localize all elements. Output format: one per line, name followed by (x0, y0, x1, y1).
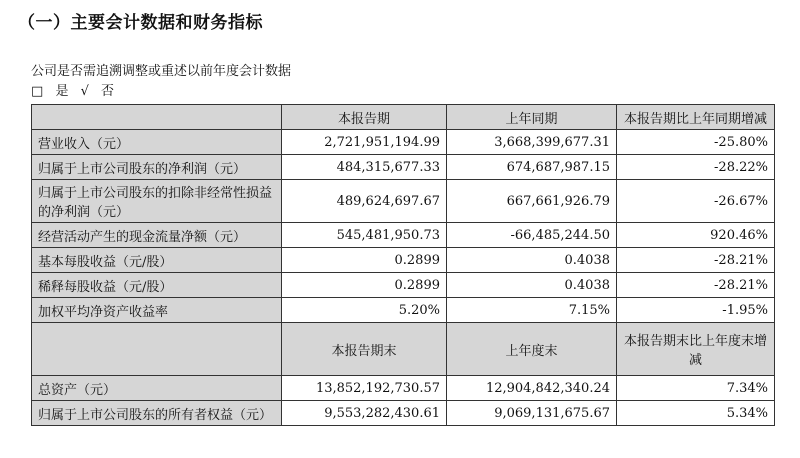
table-cell: -1.95% (617, 298, 775, 323)
table-cell: 13,852,192,730.57 (282, 376, 447, 401)
table-cell: 3,668,399,677.31 (447, 130, 617, 155)
table-cell: 920.46% (617, 223, 775, 248)
table-cell: 9,553,282,430.61 (282, 401, 447, 426)
restatement-choice (31, 80, 122, 99)
header-cell: 本报告期比上年同期增减 (617, 105, 775, 130)
table-cell: 667,661,926.79 (447, 180, 617, 223)
table-row (32, 376, 775, 401)
header-cell: 上年度末 (447, 323, 617, 376)
financial-data-table (31, 104, 775, 426)
table-cell: 5.20% (282, 298, 447, 323)
table-cell: 484,315,677.33 (282, 155, 447, 180)
header-cell: 上年同期 (447, 105, 617, 130)
table-cell: -28.21% (617, 248, 775, 273)
table-row (32, 248, 775, 273)
yes-label: 是 (55, 84, 69, 99)
table-cell: 489,624,697.67 (282, 180, 447, 223)
table-row (32, 155, 775, 180)
table-row (32, 130, 775, 155)
no-label: 否 (101, 84, 115, 99)
header-cell (32, 105, 282, 130)
row-label: 归属于上市公司股东的所有者权益（元） (32, 401, 282, 426)
row-label: 总资产（元） (32, 376, 282, 401)
table-cell: -26.67% (617, 180, 775, 223)
table-cell: 12,904,842,340.24 (447, 376, 617, 401)
row-label: 稀释每股收益（元/股） (32, 273, 282, 298)
row-label: 归属于上市公司股东的扣除非经常性损益的净利润（元） (32, 180, 282, 223)
table-cell: 674,687,987.15 (447, 155, 617, 180)
table-row (32, 298, 775, 323)
row-label: 归属于上市公司股东的净利润（元） (32, 155, 282, 180)
table-cell: 2,721,951,194.99 (282, 130, 447, 155)
table-header-row (32, 323, 775, 376)
table-cell: 9,069,131,675.67 (447, 401, 617, 426)
header-cell: 本报告期 (282, 105, 447, 130)
row-label: 营业收入（元） (32, 130, 282, 155)
table-cell: -66,485,244.50 (447, 223, 617, 248)
row-label: 经营活动产生的现金流量净额（元） (32, 223, 282, 248)
table-cell: -25.80% (617, 130, 775, 155)
table-cell: 0.2899 (282, 248, 447, 273)
header-cell (32, 323, 282, 376)
row-label: 加权平均净资产收益率 (32, 298, 282, 323)
table-row (32, 223, 775, 248)
section-heading: （一）主要会计数据和财务指标 (18, 13, 263, 33)
table-cell: -28.21% (617, 273, 775, 298)
check-mark-icon: √ (80, 84, 89, 99)
table-cell: 7.34% (617, 376, 775, 401)
header-cell: 本报告期末 (282, 323, 447, 376)
table-row (32, 401, 775, 426)
table-cell: 545,481,950.73 (282, 223, 447, 248)
table-cell: -28.22% (617, 155, 775, 180)
table-header-row (32, 105, 775, 130)
table-cell: 0.2899 (282, 273, 447, 298)
table-cell: 7.15% (447, 298, 617, 323)
checkbox-icon: □ (31, 84, 44, 99)
restatement-question: 公司是否需追溯调整或重述以前年度会计数据 (31, 64, 292, 79)
table-row (32, 273, 775, 298)
table-cell: 5.34% (617, 401, 775, 426)
table-row (32, 180, 775, 223)
header-cell: 本报告期末比上年度末增减 (617, 323, 775, 376)
table-cell: 0.4038 (447, 273, 617, 298)
table-cell: 0.4038 (447, 248, 617, 273)
row-label: 基本每股收益（元/股） (32, 248, 282, 273)
